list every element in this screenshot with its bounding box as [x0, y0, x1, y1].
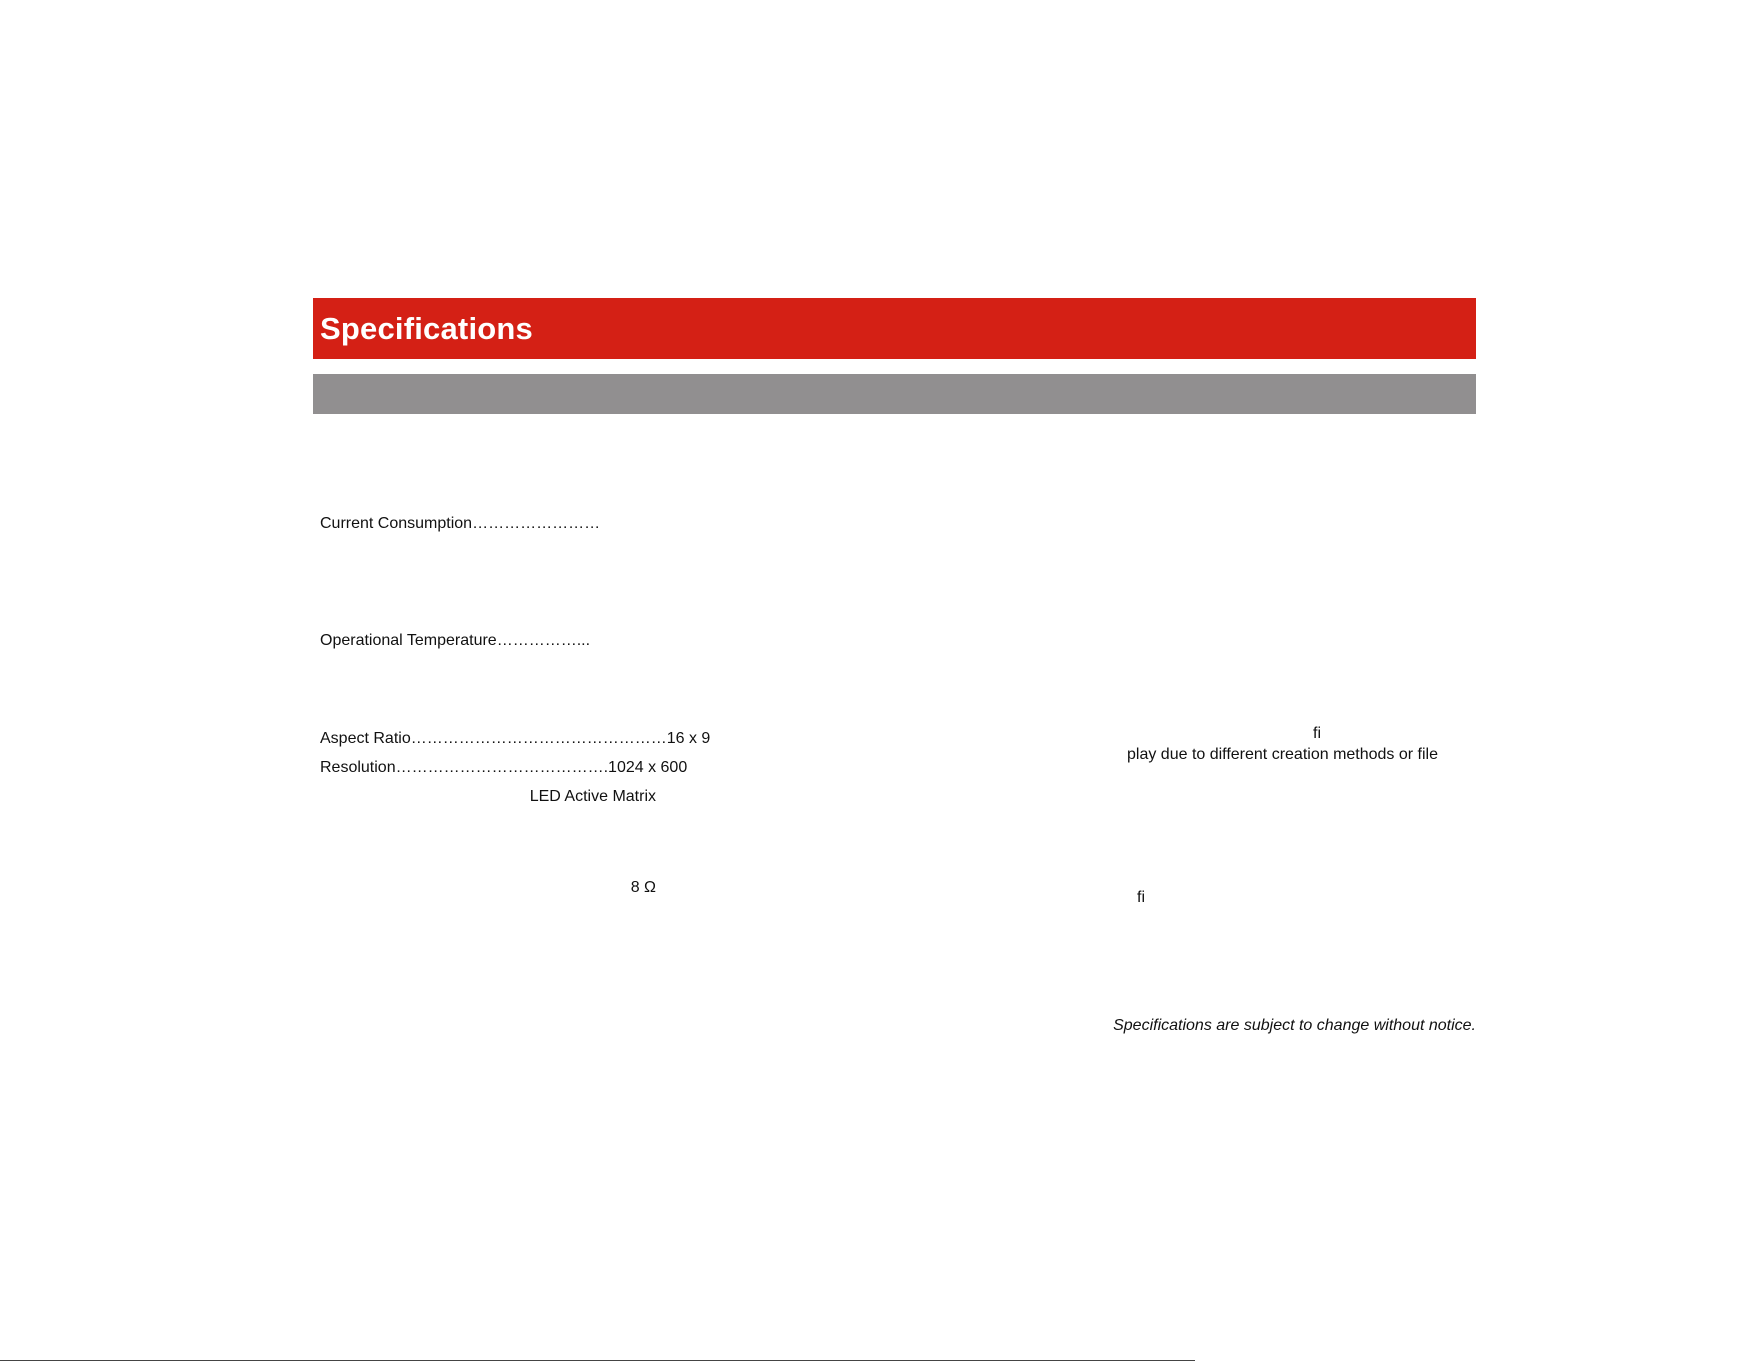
impedance-value: 8 Ω — [630, 879, 656, 896]
current-consumption-label: Current Consumption…………………… — [320, 515, 601, 532]
aspect-ratio-spec: Aspect Ratio…………………………………………16 x 9 — [320, 730, 711, 747]
file-playback-note-line: play due to different creation methods or file — [1127, 746, 1438, 763]
display-type-value: LED Active Matrix — [529, 788, 656, 805]
text-fragment-fi-1: fi — [1313, 725, 1321, 742]
text-fragment-fi-2: fi — [1137, 889, 1145, 906]
page-title: Specifications — [320, 311, 533, 346]
resolution-spec: Resolution………………………………….1024 x 600 — [320, 759, 688, 776]
specifications-header-bar — [313, 298, 1476, 359]
operational-temperature-label: Operational Temperature……………... — [320, 632, 591, 649]
specifications-disclaimer: Specifications are subject to change without notice. — [1113, 1017, 1476, 1034]
section-subheader-bar — [313, 374, 1476, 414]
